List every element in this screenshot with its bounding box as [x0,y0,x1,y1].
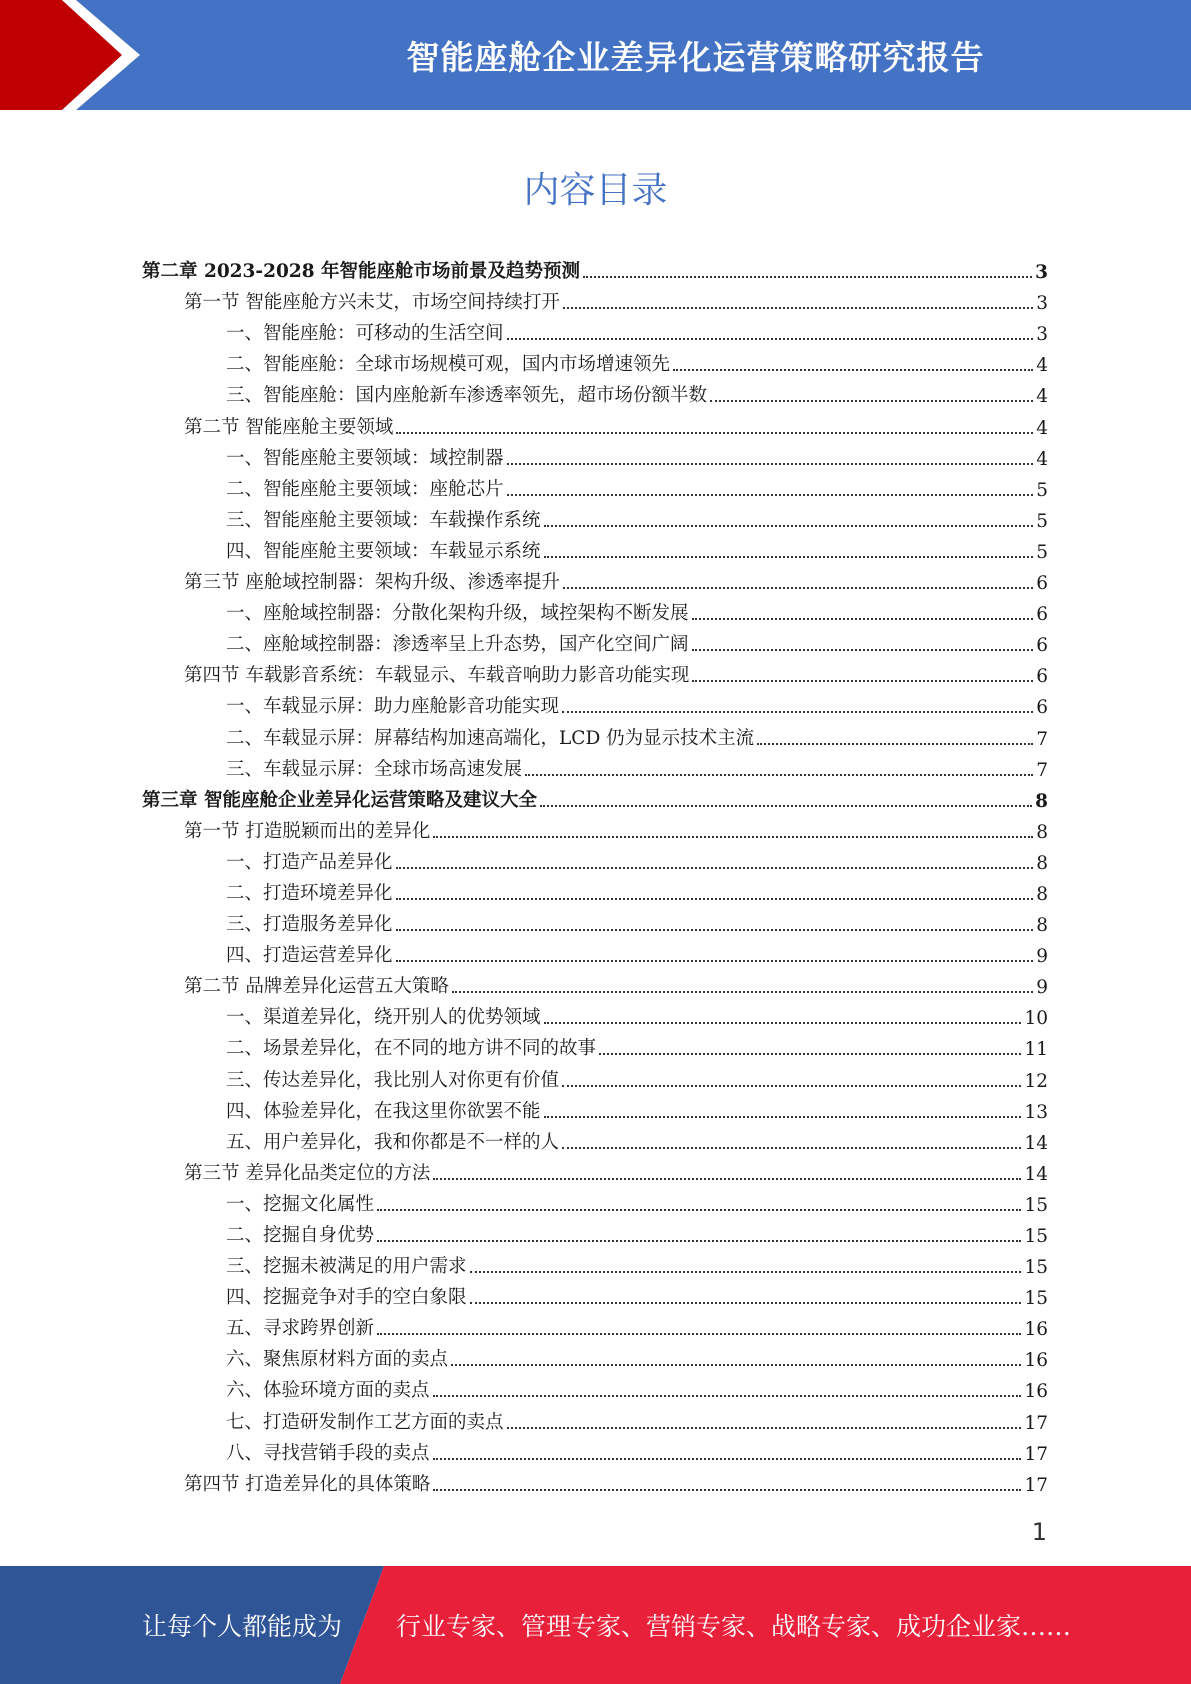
toc-dot-leader [562,711,1033,713]
toc-entry-title: 三、挖掘未被满足的用户需求 [226,1256,467,1278]
report-title: 智能座舱企业差异化运营策略研究报告 [406,37,985,77]
toc-entry[interactable] [142,1373,1048,1404]
toc-entry-page: 6 [1036,635,1048,657]
toc-entry[interactable] [142,752,1048,783]
footer-banner [0,1566,1191,1684]
toc-entry-page: 15 [1024,1288,1048,1310]
toc-entry-title: 二、打造环境差异化 [226,882,393,904]
toc-dot-leader [433,1458,1022,1460]
toc-dot-leader [396,898,1034,900]
toc-entry-title: 第四节 车载影音系统：车载显示、车载音响助力影音功能实现 [184,665,690,687]
toc-entry-title: 第一节 打造脱颖而出的差异化 [184,820,431,842]
toc-entry-page: 15 [1024,1257,1048,1279]
toc-entry[interactable] [142,316,1048,347]
toc-entry-title: 第二章 2023-2028 年智能座舱市场前景及趋势预测 [142,261,581,283]
toc-entry-page: 16 [1024,1350,1048,1372]
toc-dot-leader [396,960,1034,962]
toc-entry-title: 一、座舱域控制器：分散化架构升级，域控架构不断发展 [226,603,689,625]
toc-entry-title: 三、智能座舱：国内座舱新车渗透率领先，超市场份额半数 [226,385,708,407]
toc-entry-title: 三、车载显示屏：全球市场高速发展 [226,758,523,780]
toc-entry-page: 5 [1036,510,1048,532]
toc-entry-title: 第二节 智能座舱主要领域 [184,416,394,438]
toc-entry[interactable] [142,814,1048,845]
toc-entry[interactable] [142,1125,1048,1156]
toc-entry-page: 8 [1036,915,1048,937]
toc-entry[interactable] [142,1094,1048,1125]
toc-entry[interactable] [142,347,1048,378]
toc-entry-page: 5 [1036,479,1048,501]
toc-entry[interactable] [142,658,1048,689]
header-banner [0,0,1191,110]
toc-entry[interactable] [142,1436,1048,1467]
toc-dot-leader [507,1427,1022,1429]
toc-entry-title: 三、打造服务差异化 [226,914,393,936]
toc-entry-page: 15 [1024,1226,1048,1247]
toc-dot-leader [507,494,1034,496]
toc-dot-leader [562,1147,1021,1149]
toc-entry-title: 二、场景差异化，在不同的地方讲不同的故事 [226,1038,597,1060]
toc-entry-page: 14 [1024,1163,1048,1185]
toc-entry-page: 16 [1024,1381,1048,1403]
toc-dot-leader [452,991,1033,993]
toc-dot-leader [433,1178,1021,1180]
toc-entry-title: 三、传达差异化，我比别人对你更有价值 [226,1069,560,1091]
toc-entry-title: 二、挖掘自身优势 [226,1225,375,1246]
toc-dot-leader [757,743,1033,745]
toc-dot-leader [563,307,1033,309]
toc-dot-leader [692,649,1034,651]
toc-dot-leader [396,929,1034,931]
toc-entry-page: 17 [1024,1443,1048,1465]
toc-entry[interactable] [142,1404,1048,1435]
toc-dot-leader [710,400,1033,402]
toc-entry-page: 13 [1024,1101,1048,1123]
toc-entry[interactable] [142,1467,1048,1498]
toc-entry-title: 第一节 智能座舱方兴未艾，市场空间持续打开 [184,292,560,314]
toc-entry[interactable] [142,1249,1048,1280]
toc-entry-title: 七、打造研发制作工艺方面的卖点 [226,1411,504,1433]
toc-entry-page: 4 [1036,355,1048,377]
toc-entry-title: 一、渠道差异化，绕开别人的优势领域 [226,1007,541,1029]
toc-entry[interactable] [142,1280,1048,1311]
toc-entry-page: 11 [1024,1039,1048,1061]
toc-heading: 内容目录 [523,170,668,211]
toc-entry[interactable] [142,409,1048,440]
toc-entry-page: 9 [1036,977,1048,999]
toc-entry-title: 二、智能座舱主要领域：座舱芯片 [226,478,504,500]
toc-entry-title: 第三节 差异化品类定位的方法 [184,1162,431,1184]
toc-entry[interactable] [142,845,1048,876]
footer-roles: 行业专家、管理专家、营销专家、战略专家、成功企业家…… [396,1612,1072,1641]
toc-dot-leader [692,618,1034,620]
table-of-contents [142,254,1048,1498]
toc-entry-title: 第三章 智能座舱企业差异化运营策略及建议大全 [142,789,537,811]
toc-dot-leader [544,556,1034,558]
toc-entry[interactable] [142,254,1048,285]
toc-dot-leader [470,1271,1022,1273]
toc-entry[interactable] [142,876,1048,907]
toc-dot-leader [544,1022,1022,1024]
toc-entry-title: 一、挖掘文化属性 [226,1193,375,1215]
toc-entry-page: 7 [1036,759,1048,781]
toc-entry-page: 10 [1024,1008,1048,1030]
toc-entry-page: 3 [1035,262,1048,284]
toc-entry[interactable] [142,938,1048,969]
page-number: 1 [1031,1518,1047,1546]
toc-entry-page: 4 [1036,417,1048,439]
toc-dot-leader [433,1395,1022,1397]
toc-dot-leader [396,867,1034,869]
toc-dot-leader [433,836,1033,838]
toc-dot-leader [599,1053,1021,1055]
toc-entry[interactable] [142,378,1048,409]
toc-entry[interactable] [142,907,1048,938]
toc-entry-title: 第三节 座舱域控制器：架构升级、渗透率提升 [184,572,560,594]
toc-entry[interactable] [142,1311,1048,1342]
toc-entry-page: 4 [1036,386,1048,408]
toc-entry-title: 一、智能座舱主要领域：域控制器 [226,447,504,469]
toc-entry[interactable] [142,1062,1048,1093]
toc-dot-leader [396,432,1033,434]
toc-entry[interactable] [142,627,1048,658]
toc-dot-leader [544,525,1034,527]
toc-entry-page: 15 [1024,1194,1048,1216]
toc-entry[interactable] [142,1156,1048,1187]
toc-entry-title: 一、打造产品差异化 [226,851,393,873]
toc-entry[interactable] [142,534,1048,565]
toc-entry[interactable] [142,969,1048,1000]
toc-entry-page: 17 [1024,1412,1048,1434]
toc-dot-leader [433,1489,1021,1491]
toc-dot-leader [540,805,1032,807]
toc-dot-leader [562,1085,1021,1087]
toc-entry-page: 7 [1036,728,1048,750]
toc-entry[interactable] [142,565,1048,596]
toc-dot-leader [544,1116,1022,1118]
toc-entry-page: 8 [1036,883,1048,905]
toc-entry[interactable] [142,783,1048,814]
toc-entry-title: 一、智能座舱：可移动的生活空间 [226,323,504,345]
toc-entry-page: 9 [1036,946,1048,968]
toc-dot-leader [507,463,1034,465]
toc-entry[interactable] [142,596,1048,627]
toc-dot-leader [377,1333,1021,1335]
toc-entry-page: 6 [1036,573,1048,595]
toc-entry[interactable] [142,285,1048,316]
toc-dot-leader [470,1302,1022,1304]
toc-entry-page: 5 [1036,541,1048,563]
toc-entry-page: 14 [1024,1132,1048,1154]
toc-entry-title: 一、车载显示屏：助力座舱影音功能实现 [226,696,560,718]
toc-entry-page: 4 [1036,448,1048,470]
toc-entry[interactable] [142,689,1048,720]
toc-entry-page: 6 [1036,697,1048,719]
toc-entry-page: 8 [1036,852,1048,874]
toc-entry-title: 八、寻找营销手段的卖点 [226,1442,430,1464]
toc-dot-leader [507,338,1034,340]
toc-entry-title: 第四节 打造差异化的具体策略 [184,1473,431,1495]
toc-entry[interactable] [142,503,1048,534]
toc-entry-title: 四、挖掘竞争对手的空白象限 [226,1287,467,1309]
toc-entry-page: 6 [1036,604,1048,626]
toc-entry-title: 二、车载显示屏：屏幕结构加速高端化，LCD 仍为显示技术主流 [226,727,755,749]
toc-entry-page: 8 [1035,790,1048,812]
toc-entry-page: 16 [1024,1319,1048,1341]
toc-dot-leader [692,680,1033,682]
toc-entry-page: 3 [1036,324,1048,346]
toc-entry-title: 二、智能座舱：全球市场规模可观，国内市场增速领先 [226,354,671,376]
toc-entry-title: 四、打造运营差异化 [226,945,393,967]
toc-entry[interactable] [142,1342,1048,1373]
toc-dot-leader [525,774,1033,776]
toc-dot-leader [583,276,1032,278]
toc-entry[interactable] [142,441,1048,472]
toc-entry[interactable] [142,1031,1048,1062]
toc-entry[interactable] [142,472,1048,503]
toc-entry-title: 五、用户差异化，我和你都是不一样的人 [226,1131,560,1153]
toc-entry-title: 六、聚焦原材料方面的卖点 [226,1349,449,1371]
toc-entry-page: 12 [1024,1070,1048,1092]
toc-entry-title: 二、座舱域控制器：渗透率呈上升态势，国产化空间广阔 [226,634,689,656]
toc-entry-page: 6 [1036,666,1048,688]
toc-entry[interactable] [142,1218,1048,1249]
toc-entry-title: 三、智能座舱主要领域：车载操作系统 [226,509,541,531]
toc-entry-page: 17 [1024,1474,1048,1496]
toc-dot-leader [563,587,1033,589]
toc-dot-leader [377,1240,1021,1242]
toc-dot-leader [377,1209,1021,1211]
toc-entry-page: 8 [1036,821,1048,843]
toc-dot-leader [673,369,1033,371]
toc-entry-title: 四、体验差异化，在我这里你欲罢不能 [226,1100,541,1122]
toc-entry-page: 3 [1036,293,1048,315]
toc-entry[interactable] [142,1000,1048,1031]
toc-entry[interactable] [142,1187,1048,1218]
toc-entry-title: 第二节 品牌差异化运营五大策略 [184,976,449,998]
toc-entry-title: 五、寻求跨界创新 [226,1318,375,1340]
toc-entry-title: 四、智能座舱主要领域：车载显示系统 [226,540,541,562]
toc-dot-leader [451,1364,1021,1366]
toc-entry[interactable] [142,720,1048,751]
header-arrow-decoration [0,0,220,110]
toc-entry-title: 六、体验环境方面的卖点 [226,1380,430,1402]
footer-slogan: 让每个人都能成为 [142,1612,343,1641]
